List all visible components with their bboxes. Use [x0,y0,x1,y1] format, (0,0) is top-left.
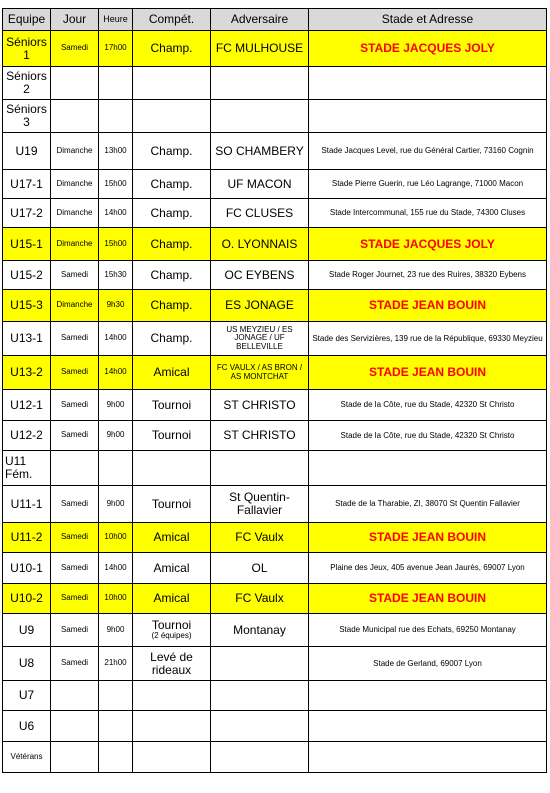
cell-equipe-text: U19 [15,143,38,158]
cell-jour-text: Samedi [60,399,89,409]
cell-stade [309,170,547,199]
header-equipe: Equipe [3,9,51,31]
cell-equipe-text: U7 [18,688,35,703]
cell-heure [99,322,133,356]
cell-stade [309,614,547,647]
cell-stade-text: STADE JEAN BOUIN [368,365,487,380]
cell-jour [51,523,99,553]
cell-stade [309,290,547,322]
cell-heure-text: 14h00 [104,562,127,572]
cell-adversaire [211,100,309,133]
cell-equipe [3,133,51,170]
cell-equipe-text: U8 [18,656,35,671]
cell-competition [133,681,211,711]
cell-competition [133,133,211,170]
cell-competition [133,170,211,199]
cell-competition-text: Champ. [150,41,193,56]
cell-heure [99,199,133,228]
table-row [3,390,547,421]
header-adversaire: Adversaire [211,9,309,31]
cell-heure [99,553,133,584]
cell-competition-text: Tournoi [151,428,192,443]
table-row [3,584,547,614]
cell-jour [51,421,99,451]
cell-equipe [3,523,51,553]
cell-heure [99,647,133,681]
cell-heure-text: 9h00 [106,624,125,634]
table-row [3,170,547,199]
cell-equipe [3,647,51,681]
table-row [3,711,547,742]
cell-heure-text: 15h00 [104,238,127,248]
cell-stade-text: Stade de Gerland, 69007 Lyon [373,658,482,668]
cell-stade-text: STADE JEAN BOUIN [368,298,487,313]
cell-adversaire-text: FC CLUSES [225,205,294,220]
cell-stade-text: Stade Roger Journet, 23 rue des Ruires, 38320 Eybens [328,270,526,280]
cell-stade [309,451,547,486]
cell-heure-text: 9h30 [106,300,125,310]
cell-competition [133,261,211,290]
cell-adversaire [211,228,309,261]
cell-jour-text: Dimanche [56,207,93,217]
cell-equipe [3,100,51,133]
table-header [3,9,547,31]
header-competition: Compét. [133,9,211,31]
cell-heure [99,290,133,322]
cell-competition-text: Champ. [150,205,193,220]
cell-adversaire [211,584,309,614]
cell-competition [133,614,211,647]
cell-adversaire [211,486,309,523]
cell-adversaire [211,199,309,228]
cell-competition [133,100,211,133]
cell-competition-text: Levé de rideaux [150,649,193,677]
cell-heure-text: 9h00 [106,498,125,508]
cell-adversaire-text: FC VAULX / AS BRON / AS MONTCHAT [216,362,303,381]
cell-adversaire-text: UF MACON [227,176,292,191]
cell-equipe [3,681,51,711]
cell-competition-text: Champ. [150,143,193,158]
cell-equipe-text: U11-1 [10,496,43,511]
cell-equipe-text: Séniors 2 [6,69,47,96]
cell-adversaire [211,451,309,486]
cell-competition [133,322,211,356]
cell-heure [99,486,133,523]
cell-adversaire-text: US MEYZIEU / ES JONAGE / UF BELLEVILLE [226,324,293,351]
cell-competition [133,711,211,742]
table-row [3,451,547,486]
cell-adversaire [211,421,309,451]
table-row [3,523,547,553]
cell-competition [133,356,211,390]
table-row [3,67,547,100]
cell-jour [51,681,99,711]
cell-jour-text: Dimanche [56,145,93,155]
cell-heure [99,614,133,647]
cell-stade-text: Stade Pierre Guerin, rue Léo Lagrange, 71000 Macon [331,179,524,189]
cell-adversaire [211,523,309,553]
cell-jour-text: Samedi [60,624,89,634]
cell-heure [99,170,133,199]
cell-stade [309,553,547,584]
cell-heure [99,356,133,390]
cell-jour-text: Samedi [60,43,89,53]
cell-stade [309,100,547,133]
cell-equipe [3,170,51,199]
cell-heure [99,228,133,261]
cell-heure-text: 15h00 [104,178,127,188]
cell-equipe [3,67,51,100]
cell-equipe [3,199,51,228]
cell-heure [99,711,133,742]
cell-jour-text: Samedi [60,498,89,508]
cell-adversaire-text: FC Vaulx [235,591,284,606]
cell-equipe [3,390,51,421]
cell-competition-text: Champ. [150,176,193,191]
table-body [3,31,547,773]
cell-adversaire-text: ST CHRISTO [223,428,296,443]
cell-equipe [3,742,51,773]
cell-heure-text: 14h00 [104,207,127,217]
cell-adversaire-text: OC EYBENS [224,267,295,282]
cell-jour [51,486,99,523]
table-row [3,100,547,133]
table-row [3,261,547,290]
cell-heure-text: 14h00 [104,333,127,343]
cell-jour [51,228,99,261]
cell-stade [309,681,547,711]
cell-equipe [3,261,51,290]
cell-adversaire-text: Montanay [233,622,286,637]
cell-jour-text: Samedi [60,333,89,343]
cell-jour-text: Samedi [60,658,89,668]
table-row [3,681,547,711]
cell-stade [309,711,547,742]
cell-jour [51,322,99,356]
competition-note: (2 équipes) [151,631,192,641]
cell-equipe [3,584,51,614]
cell-adversaire [211,322,309,356]
cell-equipe-text: U10-2 [10,591,43,606]
cell-equipe [3,356,51,390]
cell-stade-text: STADE JACQUES JOLY [360,41,495,56]
table-row [3,614,547,647]
cell-equipe [3,553,51,584]
cell-stade-text: STADE JEAN BOUIN [368,530,487,545]
cell-equipe [3,228,51,261]
cell-competition-text: Amical [153,591,190,606]
cell-competition [133,421,211,451]
table-row [3,322,547,356]
cell-jour [51,290,99,322]
cell-adversaire [211,390,309,421]
cell-equipe [3,322,51,356]
cell-adversaire [211,711,309,742]
cell-jour [51,742,99,773]
cell-jour-text: Dimanche [56,300,93,310]
table-row [3,199,547,228]
cell-jour [51,261,99,290]
cell-competition-text: Champ. [150,236,193,251]
table-row [3,228,547,261]
cell-jour [51,356,99,390]
cell-heure [99,451,133,486]
cell-equipe-text: U12-2 [10,428,43,443]
cell-competition-text: Champ. [150,331,193,346]
cell-adversaire [211,647,309,681]
cell-adversaire-text: SO CHAMBERY [215,143,304,158]
cell-competition [133,451,211,486]
cell-competition-text: Tournoi [151,496,192,511]
cell-jour [51,390,99,421]
cell-equipe-text: Séniors 3 [6,102,47,129]
cell-jour-text: Dimanche [56,238,93,248]
cell-jour-text: Dimanche [56,178,93,188]
cell-adversaire-text: FC MULHOUSE [215,41,304,56]
cell-stade [309,322,547,356]
cell-heure-text: 10h00 [104,593,127,603]
cell-adversaire-text: O. LYONNAIS [221,236,298,251]
cell-adversaire-text: ST CHRISTO [223,397,296,412]
cell-competition-text: Amical [153,560,190,575]
table-row [3,647,547,681]
schedule-table [2,8,547,773]
table-row [3,31,547,67]
cell-competition [133,553,211,584]
cell-equipe-text: U11 Fém. [5,454,33,481]
cell-jour [51,711,99,742]
cell-heure [99,133,133,170]
header-heure: Heure [99,9,133,31]
cell-heure [99,523,133,553]
cell-stade [309,486,547,523]
cell-stade-text: Stade Jacques Level, rue du Général Cartier, 73160 Cognin [321,146,534,156]
cell-heure-text: 10h00 [104,532,127,542]
cell-stade-text: Stade des Servizières, 139 rue de la République, 69330 Meyzieu [312,333,543,343]
cell-adversaire [211,742,309,773]
cell-competition [133,742,211,773]
cell-competition-text: Champ. [150,267,193,282]
cell-competition [133,31,211,67]
cell-adversaire-text: OL [251,560,268,575]
cell-competition [133,647,211,681]
cell-equipe-text: Vétérans [10,751,43,761]
cell-heure [99,100,133,133]
cell-equipe-text: U17-2 [10,205,43,220]
cell-equipe-text: U15-2 [10,267,43,282]
cell-stade [309,261,547,290]
cell-stade-text: STADE JEAN BOUIN [368,591,487,606]
cell-stade-text: Stade de la Côte, rue du Stade, 42320 St Christo [340,400,515,410]
cell-equipe-text: U9 [18,622,35,637]
cell-adversaire [211,553,309,584]
cell-jour-text: Samedi [60,562,89,572]
cell-adversaire-text: ES JONAGE [225,298,294,313]
header-stade: Stade et Adresse [309,9,547,31]
cell-jour [51,584,99,614]
cell-adversaire [211,67,309,100]
cell-jour [51,647,99,681]
cell-jour [51,31,99,67]
cell-equipe-text: Séniors 1 [6,34,47,62]
table-row [3,356,547,390]
table-row [3,133,547,170]
cell-jour-text: Samedi [60,269,89,279]
cell-heure-text: 13h00 [104,145,127,155]
cell-jour [51,133,99,170]
table-row [3,421,547,451]
cell-competition [133,523,211,553]
cell-heure-text: 14h00 [104,367,127,377]
cell-equipe-text: U13-2 [10,365,43,380]
cell-jour [51,199,99,228]
cell-competition-text: Champ. [150,298,193,313]
cell-stade-text: Stade Intercommunal, 155 rue du Stade, 74300 Cluses [329,208,526,218]
header-jour: Jour [51,9,99,31]
cell-heure [99,742,133,773]
cell-competition [133,67,211,100]
cell-jour [51,170,99,199]
table-row [3,486,547,523]
cell-competition-text: Tournoi [151,397,192,412]
cell-equipe-text: U15-3 [10,298,43,313]
cell-heure [99,421,133,451]
cell-jour [51,100,99,133]
cell-stade [309,356,547,390]
cell-stade-text: Stade Municipal rue des Echats, 69250 Montanay [339,625,516,635]
cell-competition [133,199,211,228]
header-row [3,9,547,31]
cell-stade [309,742,547,773]
table-row [3,553,547,584]
table-row [3,742,547,773]
cell-adversaire [211,31,309,67]
cell-competition [133,390,211,421]
cell-equipe-text: U11-2 [10,530,43,545]
cell-equipe [3,290,51,322]
cell-adversaire [211,356,309,390]
cell-jour-text: Samedi [60,430,89,440]
cell-stade-text: STADE JACQUES JOLY [360,236,495,251]
cell-jour [51,451,99,486]
cell-heure [99,681,133,711]
cell-stade [309,133,547,170]
cell-stade [309,199,547,228]
cell-jour [51,67,99,100]
cell-adversaire [211,133,309,170]
cell-equipe [3,421,51,451]
cell-heure [99,584,133,614]
cell-heure [99,390,133,421]
cell-competition [133,584,211,614]
cell-competition [133,486,211,523]
cell-competition-text: Amical [153,530,190,545]
cell-equipe [3,614,51,647]
cell-heure [99,67,133,100]
cell-jour-text: Samedi [60,532,89,542]
cell-stade [309,228,547,261]
cell-adversaire [211,261,309,290]
cell-equipe [3,451,51,486]
cell-jour [51,614,99,647]
cell-equipe-text: U13-1 [10,331,43,346]
cell-stade [309,421,547,451]
cell-adversaire [211,170,309,199]
cell-jour-text: Samedi [60,367,89,377]
cell-equipe-text: U10-1 [10,560,43,575]
cell-heure-text: 9h00 [106,399,125,409]
cell-heure-text: 9h00 [106,430,125,440]
cell-stade [309,67,547,100]
cell-competition [133,290,211,322]
cell-stade [309,647,547,681]
cell-stade-text: Stade de la Tharabie, ZI, 38070 St Quentin Fallavier [335,499,520,509]
cell-heure [99,31,133,67]
cell-heure-text: 21h00 [104,658,127,668]
cell-jour-text: Samedi [60,593,89,603]
cell-adversaire [211,614,309,647]
cell-adversaire-text: St Quentin-Fallavier [229,490,290,517]
cell-stade [309,584,547,614]
cell-adversaire-text: FC Vaulx [235,530,284,545]
cell-equipe-text: U15-1 [10,236,43,251]
table-row [3,290,547,322]
cell-jour [51,553,99,584]
cell-competition-text: Amical [153,365,190,380]
cell-competition-text: Tournoi [151,618,192,633]
cell-equipe [3,31,51,67]
cell-stade [309,390,547,421]
cell-stade [309,523,547,553]
cell-equipe [3,711,51,742]
cell-adversaire [211,681,309,711]
cell-heure [99,261,133,290]
cell-equipe-text: U6 [18,718,35,733]
cell-stade-text: Stade de la Côte, rue du Stade, 42320 St Christo [340,430,515,440]
cell-heure-text: 17h00 [104,43,127,53]
cell-adversaire [211,290,309,322]
cell-equipe [3,486,51,523]
cell-competition [133,228,211,261]
cell-heure-text: 15h30 [104,269,127,279]
cell-equipe-text: U17-1 [10,176,43,191]
cell-equipe-text: U12-1 [10,397,43,412]
cell-stade [309,31,547,67]
cell-stade-text: Plaine des Jeux, 405 avenue Jean Jaurès, 69007 Lyon [330,563,525,573]
